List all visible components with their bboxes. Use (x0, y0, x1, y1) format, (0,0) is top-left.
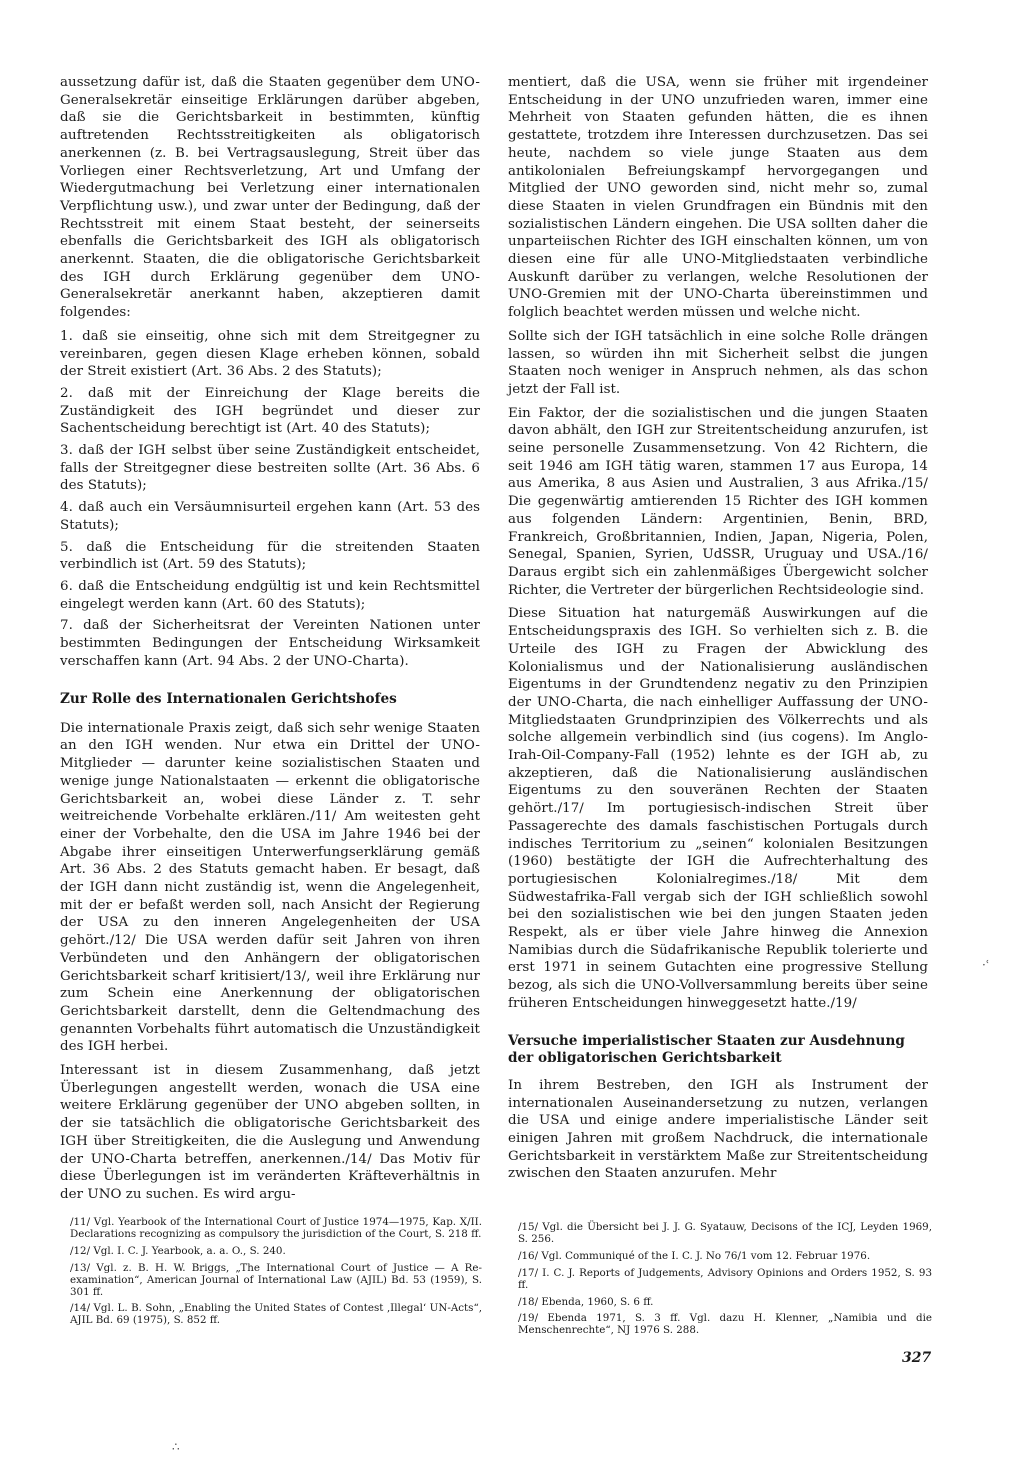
body-paragraph: mentiert, daß die USA, wenn sie früher mit irgendeiner Entscheidung in der UNO unzufrieden waren, immer eine Mehrheit von Staaten gefunden hätten, die es ihnen gestattete, trotzdem ihre Interessen durchzusetzen. Das sei heute, nachdem so viele junge Staaten aus dem antikolonialen Befreiungskampf hervorgegangen und Mitglied der UNO geworden sind, nicht mehr so, zumal diese Staaten in vielen Grundfragen ein Bündnis mit den sozialistischen Ländern eingehen. Die USA sollten daher die unparteiischen Richter des IGH einschalten können, um von diesen eine für alle UNO-Mitgliedstaaten verbindliche Auskunft darüber zu verlangen, welche Resolutionen der UNO-Gremien mit der UNO-Charta übereinstimmen und folglich beachtet werden müssen und welche nicht. (508, 75, 928, 321)
footnote: /17/ I. C. J. Reports of Judgements, Advisory Opinions and Orders 1952, S. 93 ff. (518, 1266, 932, 1291)
list-item: 6. daß die Entscheidung endgültig ist und kein Rechtsmittel eingelegt werden kann (Art. 60 des Statuts); (60, 578, 480, 612)
body-paragraph: Diese Situation hat naturgemäß Auswirkungen auf die Entscheidungspraxis des IGH. So verhielten sich z. B. die Urteile des IGH zu Fragen der Abwicklung des Kolonialismus und der Nationalisierung ausländischen Eigentums in der Grundtendenz negativ zu den Prinzipien der UNO-Charta, die nach einhelliger Auffassung der UNO-Mitgliedstaaten Grundprinzipien des Völkerrechts und als solche allgemein verbindlich sind (ius cogens). Im Anglo-Irah-Oil-Company-Fall (1952) lehnte es der IGH ab, zu akzeptieren, daß die Nationalisierung ausländischen Eigentums zu den souveränen Rechten der Staaten gehört./17/ Im portugiesisch-indischen Streit über Passagerechte des damals faschistischen Portugals durch indisches Territorium zu „seinen“ kolonialen Besitzungen (1960) bestätigte der IGH die Aufrechterhaltung des portugiesischen Kolonialregimes./18/ Mit dem Südwestafrika-Fall vergab sich der IGH schließlich sowohl bei den sozialistischen wie bei den jungen Staaten jeden Respekt, als er über viele Jahre hinweg die Annexion Namibias durch die Südafrikanische Republik tolerierte und erst 1971 in seinem Gutachten eine progressive Stellung bezog, als sich die UNO-Vollversammlung bereits über seine früheren Entscheidungen hinweggesetzt hatte./19/ (508, 606, 928, 1011)
body-paragraph: aussetzung dafür ist, daß die Staaten gegenüber dem UNO-Generalsekretär einseitige Erklärungen darüber abgeben, daß sie die Gerichtsbarkeit in bestimmten, künftig auftretenden Rechtsstreitigkeiten als obligatorisch anerkennen (z. B. bei Vertragsauslegung, Streit über das Vorliegen einer Rechtsverletzung, Art und Umfang der Wiedergutmachung bei Verletzung einer internationalen Verpflichtung usw.), und zwar unter der Bedingung, daß der Rechtsstreit mit einem Staat besteht, der seinerseits ebenfalls die Gerichtsbarkeit des IGH als obligatorisch anerkennt. Staaten, die die obligatorische Gerichtsbarkeit des IGH durch Erklärung gegenüber dem UNO-Generalsekretär anerkannt haben, akzeptieren damit folgendes: (60, 75, 480, 321)
body-paragraph: Interessant ist in diesem Zusammenhang, daß jetzt Überlegungen angestellt werden, wonach die USA eine weitere Erklärung gegenüber der UNO abgeben sollten, in der sie tatsächlich die obligatorische Gerichtsbarkeit des IGH über Streitigkeiten, die die Auslegung und Anwendung der UNO-Charta betreffen, anerkennen./14/ Das Motiv für diese Überlegungen ist im veränderten Kräfteverhältnis in der UNO zu suchen. Es wird argu- (60, 1063, 480, 1202)
footnote: /13/ Vgl. z. B. H. W. Briggs, „The International Court of Justice — A Re-examination“, American Journal of International Law (AJIL) Bd. 53 (1959), S. 301 ff. (70, 1261, 482, 1298)
margin-mark: ·ʿ (982, 958, 990, 972)
footnote: /11/ Vgl. Yearbook of the International Court of Justice 1974—1975, Kap. X/II. Declarations recognizing as compulsory the jurisdiction of the Court, S. 218 ff. (70, 1216, 482, 1240)
section-heading: Zur Rolle des Internationalen Gerichtshofes (60, 690, 397, 707)
footnote: /18/ Ebenda, 1960, S. 6 ff. (518, 1295, 654, 1308)
footnote: /14/ Vgl. L. B. Sohn, „Enabling the United States of Contest ‚Illegal‘ UN-Acts“, AJIL Bd. 69 (1975), S. 852 ff. (70, 1302, 482, 1327)
body-paragraph: Sollte sich der IGH tatsächlich in eine solche Rolle drängen lassen, so würden ihn mit Sicherheit selbst die jungen Staaten noch weniger in Anspruch nehmen, als das schon jetzt der Fall ist. (508, 328, 928, 397)
body-paragraph: Ein Faktor, der die sozialistischen und die jungen Staaten davon abhält, den IGH zur Streitentscheidung anzurufen, ist seine personelle Zusammensetzung. Von 42 Richtern, die seit 1946 am IGH tätig waren, stammen 17 aus Europa, 14 aus Amerika, 8 aus Asien und Australien, 3 aus Afrika./15/ Die gegenwärtig amtierenden 15 Richter des IGH kommen aus folgenden Ländern: Argentinien, Benin, BRD, Frankreich, Großbritannien, Indien, Japan, Nigeria, Polen, Senegal, Spanien, Syrien, UdSSR, Uruguay und USA./16/ Daraus ergibt sich ein zahlenmäßiges Übergewicht solcher Richter, die Vertreter der bürgerlichen Rechtsideologie sind. (508, 405, 928, 598)
section-heading: Versuche imperialistischer Staaten zur Ausdehnung der obligatorischen Gerichtsbarkeit (508, 1032, 905, 1066)
list-item: 5. daß die Entscheidung für die streitenden Staaten verbindlich ist (Art. 59 des Statuts); (60, 539, 480, 573)
footnotes-right (518, 1222, 932, 1342)
footnote: /12/ Vgl. I. C. J. Yearbook, a. a. O., S. 240. (70, 1244, 286, 1257)
footnote: /16/ Vgl. Communiqué of the I. C. J. No 76/1 vom 12. Februar 1976. (518, 1249, 871, 1262)
body-paragraph: Die internationale Praxis zeigt, daß sich sehr wenige Staaten an den IGH wenden. Nur etwa ein Drittel der UNO-Mitglieder — darunter keine sozialistischen Staaten und wenige junge Nationalstaaten — erkennt die obligatorische Gerichtsbarkeit an, wobei diese Länder z. T. sehr weitreichende Vorbehalte erklären./11/ Am weitesten geht einer der Vorbehalte, den die USA im Jahre 1946 bei der Abgabe ihrer einseitigen Unterwerfungserklärung gemäß Art. 36 Abs. 2 des Statuts gemacht haben. Er besagt, daß der IGH dann nicht zuständig ist, wenn die Angelegenheit, mit der er befaßt werden soll, nach Ansicht der Regierung der USA zu den inneren Angelegenheiten der USA gehört./12/ Die USA werden dafür seit Jahren von ihren Verbündeten und den Anhängern der obligatorischen Gerichtsbarkeit scharf kritisiert/13/, weil ihre Erklärung nur zum Schein eine Anerkennung der obligatorischen Gerichtsbarkeit darstellt, denn die Geltendmachung des genannten Vorbehalts führt automatisch die Unzuständigkeit des IGH herbei. (60, 720, 480, 1055)
list-item: 1. daß sie einseitig, ohne sich mit dem Streitgegner zu vereinbaren, gegen diesen Klage erheben können, sobald der Streit existiert (Art. 36 Abs. 2 des Statuts); (60, 328, 480, 380)
scan-mark: ∴ (172, 1440, 180, 1454)
footnote: /19/ Ebenda 1971, S. 3 ff. Vgl. dazu H. Klenner, „Namibia und die Menschenrechte“, NJ 1976 S. 288. (518, 1312, 932, 1337)
footnotes-left (70, 1217, 482, 1332)
list-item: 7. daß der Sicherheitsrat der Vereinten Nationen unter bestimmten Bedingungen der Entscheidung Wirksamkeit verschaffen kann (Art. 94 Abs. 2 der UNO-Charta). (60, 618, 480, 669)
list-item: 3. daß der IGH selbst über seine Zuständigkeit entscheidet, falls der Streitgegner diese bestreiten sollte (Art. 36 Abs. 6 des Statuts); (60, 443, 480, 494)
list-item: 4. daß auch ein Versäumnisurteil ergehen kann (Art. 53 des Statuts); (60, 500, 480, 533)
left-column (60, 74, 480, 1210)
body-paragraph: In ihrem Bestreben, den IGH als Instrument der internationalen Auseinandersetzung zu nutzen, verlangen die USA und einige andere imperialistische Länder seit einigen Jahren mit großem Nachdruck, die internationale Gerichtsbarkeit in verstärktem Maße zur Streitentscheidung zwischen den Staaten anzurufen. Mehr (508, 1077, 928, 1182)
page-number: 327 (902, 1350, 932, 1366)
footnote: /15/ Vgl. die Übersicht bei J. J. G. Syatauw, Decisons of the ICJ, Leyden 1969, S. 256. (518, 1221, 932, 1245)
right-column (508, 74, 928, 1189)
list-item: 2. daß mit der Einreichung der Klage bereits die Zuständigkeit des IGH begründet und dieser zur Sachentscheidung berechtigt ist (Art. 40 des Statuts); (60, 385, 480, 437)
